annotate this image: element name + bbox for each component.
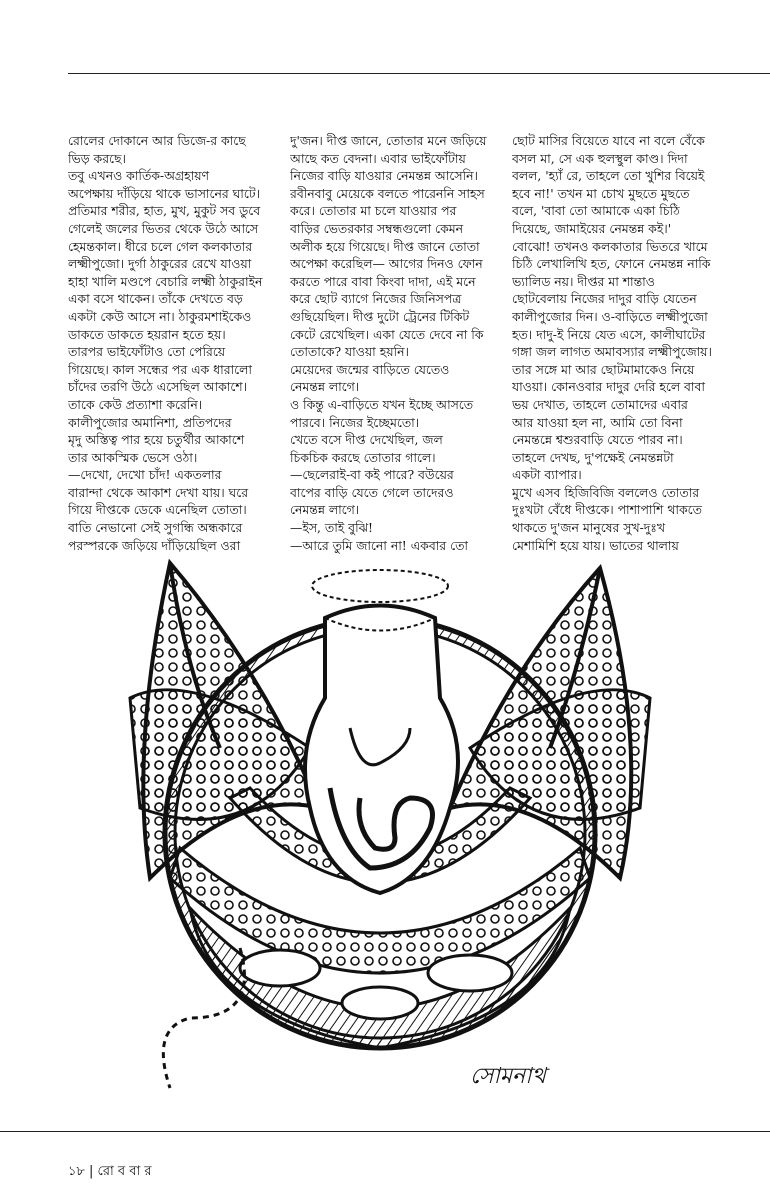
- text-line: অলীক হয়ে গিয়েছে। দীপ্ত জানে তোতা: [290, 238, 480, 254]
- artist-signature: সোমনাথ: [470, 1064, 546, 1089]
- text-line: খেতে বসে দীপ্ত দেখেছিল, জল: [290, 432, 443, 448]
- text-line: বোঝো! তখনও কলকাতার ভিতরে খামে: [512, 238, 708, 254]
- footer-rule: [0, 1131, 770, 1132]
- text-column-3: [512, 132, 726, 554]
- text-line: কালীপুজোর দিন। ও-বাড়িতে লক্ষ্মীপুজো: [512, 308, 708, 324]
- text-line: তবু এখনও কার্তিক-অগ্রহায়ণ: [68, 168, 210, 184]
- text-line: চিকচিক করছে তোতার গালে।: [290, 449, 436, 465]
- text-line: —আরে তুমি জানো না! একবার তো: [290, 537, 468, 553]
- text-column-2: [290, 132, 504, 554]
- text-line: দুঃখটা বেঁধে দীপ্তকে। পাশাপাশি থাকতে: [512, 502, 702, 518]
- text-line: হবে না!' তখন মা চোখ মুছতে মুছতে: [512, 185, 690, 201]
- text-line: চাঁদের তরণি উঠে এসেছিল আকাশে।: [68, 379, 248, 395]
- text-line: আছে কত বেদনা। এবার ভাইফোঁটায়: [290, 150, 466, 166]
- text-line: অপেক্ষায় দাঁড়িয়ে থাকে ভাসানের ঘাটে।: [68, 185, 261, 201]
- footer: [68, 1162, 152, 1183]
- text-line: একটা ব্যাপার।: [512, 467, 582, 483]
- text-line: থাকতে দু'জন মানুষের সুখ-দুঃখ: [512, 520, 666, 536]
- text-line: ছোটবেলায় নিজের দাদুর বাড়ি যেতেন: [512, 291, 697, 307]
- text-line: বাপের বাড়ি যেতে গেলে তাদেরও: [290, 484, 454, 500]
- text-line: তার আকস্মিক ভেসে ওঠা।: [68, 449, 198, 465]
- text-line: —দেখো, দেখো চাঁদ! একতলার: [68, 467, 222, 483]
- text-line: পরস্পরকে জড়িয়ে দাঁড়িয়েছিল ওরা: [68, 537, 241, 553]
- text-line: মেয়েদের জন্মের বাড়িতে যেতেও: [290, 361, 450, 377]
- text-line: রোলের দোকানে আর ডিজে-র কাছে: [68, 133, 246, 148]
- text-line: রবীনবাবু মেয়েকে বলতে পারেননি সাহস: [290, 185, 485, 201]
- text-line: বসল মা, সে এক হুলস্থুল কাণ্ড। দিদা: [512, 150, 688, 166]
- text-line: দু'জন। দীপ্ত জানে, তোতার মনে জড়িয়ে: [290, 133, 487, 148]
- text-line: পারবে। নিজের ইচ্ছেমতো।: [290, 414, 420, 430]
- text-line: ভয় দেখাত, তাহলে তোমাদের এবার: [512, 396, 688, 412]
- text-line: তার সঙ্গে মা আর ছোটমামাকেও নিয়ে: [512, 361, 695, 377]
- text-line: বাতি নেভানো সেই সুগন্ধি অন্ধকারে: [68, 520, 243, 536]
- text-line: লক্ষ্মীপুজো। দুর্গা ঠাকুরের রেখে যাওয়া: [68, 256, 252, 272]
- header-rule: [68, 73, 770, 74]
- text-line: তোতাকে? যাওয়া হয়নি।: [290, 344, 409, 360]
- text-line: হাহা খালি মণ্ডপে বেচারি লক্ষ্মী ঠাকুরাইন: [68, 273, 263, 289]
- text-line: তাকে কেউ প্রত্যাশা করেনি।: [68, 396, 203, 412]
- text-line: মুখে এসব হিজিবিজি বললেও তোতার: [512, 484, 700, 500]
- text-line: ও কিন্তু এ-বাড়িতে যখন ইচ্ছে আসতে: [290, 396, 474, 412]
- angel-illustration: [110, 548, 670, 1108]
- magazine-name: রো ব বা র: [97, 1164, 152, 1179]
- text-line: বলে, 'বাবা তো আমাকে একা চিঠি: [512, 203, 680, 219]
- text-line: আর যাওয়া হল না, আমি তো বিনা: [512, 414, 683, 430]
- text-column-1: [68, 132, 282, 554]
- text-line: নিজের বাড়ি যাওয়ার নেমন্তন্ন আসেনি।: [290, 168, 478, 184]
- text-line: মেশামিশি হয়ে যায়। ভাতের থালায়: [512, 537, 679, 553]
- text-line: গিয়ে দীপ্তকে ডেকে এনেছিল তোতা।: [68, 502, 247, 518]
- text-line: —ইস, তাই বুঝি!: [290, 520, 373, 536]
- text-line: নেমন্তন্নে শ্বশুরবাড়ি যেতে পারব না।: [512, 432, 683, 448]
- text-line: গেলেই জলের ভিতর থেকে উঠে আসে: [68, 220, 259, 236]
- text-line: গিয়েছে। কাল সন্ধের পর এক ধারালো: [68, 361, 252, 377]
- text-line: —ছেলেরাই-বা কই পারে? বউয়ের: [290, 467, 454, 483]
- footer-separator: |: [89, 1164, 94, 1179]
- text-line: কালীপুজোর অমানিশা, প্রতিপদের: [68, 414, 232, 430]
- text-line: কেটে রেখেছিল। একা যেতে দেবে না কি: [290, 326, 484, 342]
- text-line: মৃদু অস্তিত্ব পার হয়ে চতুর্থীর আকাশে: [68, 432, 245, 448]
- text-line: একা বসে থাকেন। তাঁকে দেখতে বড়: [68, 291, 243, 307]
- page-number: ১৮: [68, 1164, 85, 1179]
- text-line: ভ্যালিড নয়। দীপ্তর মা শান্তাও: [512, 273, 655, 289]
- text-line: গঙ্গা জল লাগত অমাবস্যার লক্ষ্মীপুজোয়।: [512, 344, 712, 360]
- text-line: প্রতিমার শরীর, হাত, মুখ, মুকুট সব ডুবে: [68, 203, 261, 219]
- text-line: ভিড় করছে।: [68, 150, 126, 166]
- halo: [312, 570, 448, 602]
- text-line: হেমন্তকাল। ধীরে চলে গেল কলকাতার: [68, 238, 253, 254]
- text-line: গুছিয়েছিল। দীপ্ত দুটো ট্রেনের টিকিট: [290, 308, 470, 324]
- text-line: বারান্দা থেকে আকাশ দেখা যায়। ঘরে: [68, 484, 249, 500]
- text-line: করে। তোতার মা চলে যাওয়ার পর: [290, 203, 457, 219]
- text-line: তাহলে দেখছ, দু'পক্ষেই নেমন্তন্নটা: [512, 449, 674, 465]
- text-line: করে ছোট ব্যাগে নিজের জিনিসপত্র: [290, 291, 462, 307]
- text-line: বাড়ির ভেতরকার সম্বন্ধগুলো কেমন: [290, 220, 464, 236]
- text-line: করতে পারে বাবা কিংবা দাদা, এই মনে: [290, 273, 476, 289]
- text-line: দিয়েছে, জামাইয়ের নেমন্তন্ন কই।': [512, 220, 672, 236]
- text-line: ডাকতে ডাকতে হয়রান হতে হয়।: [68, 326, 226, 342]
- text-line: হত। দাদু-ই নিয়ে যেত এসে, কালীঘাটের: [512, 326, 706, 342]
- text-line: যাওয়া। কোনওবার দাদুর দেরি হলে বাবা: [512, 379, 705, 395]
- text-line: একটা কেউ আসে না। ঠাকুরমশাইকেও: [68, 308, 252, 324]
- text-line: বলল, 'হ্যাঁ রে, তাহলে তো খুশির বিয়েই: [512, 168, 705, 184]
- text-line: ছোট মাসির বিয়েতে যাবে না বলে বেঁকে: [512, 133, 705, 148]
- text-line: তারপর ভাইফোঁটাও তো পেরিয়ে: [68, 344, 226, 360]
- text-line: অপেক্ষা করেছিল— আগের দিনও ফোন: [290, 256, 483, 272]
- text-line: চিঠি লেখালিখি হত, ফোনে নেমন্তন্ন নাকি: [512, 256, 711, 272]
- text-line: নেমন্তন্ন লাগে।: [290, 379, 360, 395]
- text-line: নেমন্তন্ন লাগে।: [290, 502, 360, 518]
